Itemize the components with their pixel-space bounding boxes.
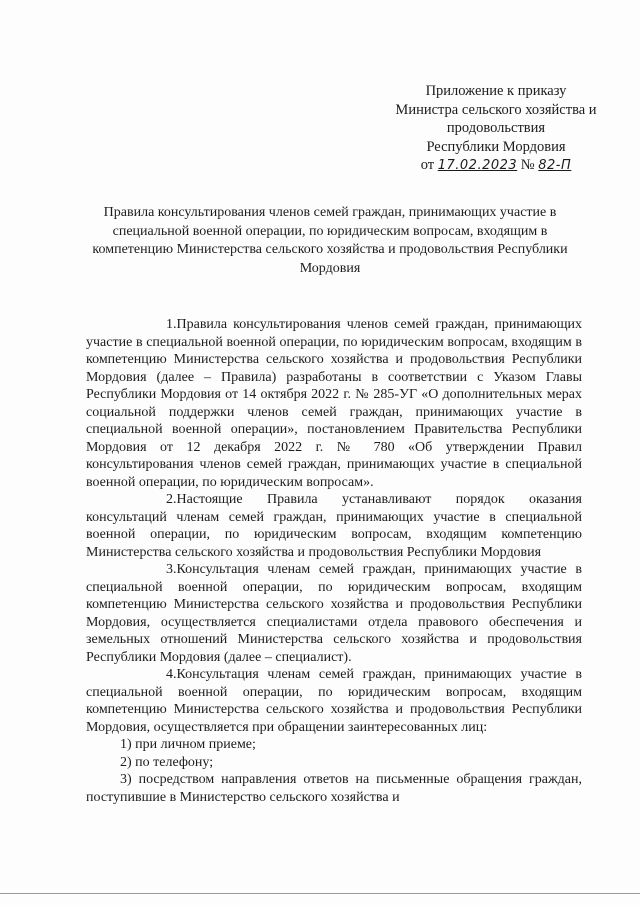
document-title: Правила консультирования членов семей граждан, принимающих участие в специальной военной операции, по юридическим вопросам, входящим в компетенцию Министерства сельского хозяйства и продовольствия Республики Мордовия bbox=[92, 205, 568, 276]
paragraph-4 bbox=[86, 666, 582, 736]
paragraph-text: Консультация членам семей граждан, принимающих участие в специальной военной операции, по юридическим вопросам, входящим компетенцию Министерства сельского хозяйства и продовольствия Республики Мордовия, осуществляется при обращении заинтересованных лиц: bbox=[86, 667, 582, 735]
paragraph-3 bbox=[86, 561, 582, 666]
appendix-line-4: Республики Мордовия bbox=[426, 138, 566, 155]
paragraph-text: Правила консультирования членов семей граждан, принимающих участие в специальной военной операции, по юридическим вопросам, входящим в компетенцию Министерства сельского хозяйства и продовольствия Республики Мордовия (далее – Правила) разработаны в соответствии с Указом Главы Республики Мордовия от 14 октября 2022 г. № 285-УГ «О дополнительных мерах социальной поддержки членов семей граждан, принимающих участие в специальной военной операции», постановлением Правительства Республики Мордовия от 12 декабря 2022 г. № 780 «Об утверждении Правил консультирования членов семей граждан, принимающих участие в специальной военной операции, по юридическим вопросам». bbox=[86, 317, 582, 490]
paragraph-number: 1. bbox=[166, 317, 177, 332]
list-item-3: 3) посредством направления ответов на письменные обращения граждан, поступившие в Министерство сельского хозяйства и bbox=[86, 772, 582, 805]
paragraph-1 bbox=[86, 316, 582, 491]
page-bottom-divider bbox=[0, 893, 640, 894]
paragraph-number: 2. bbox=[166, 492, 177, 507]
appendix-line-2: Министра сельского хозяйства и bbox=[395, 101, 597, 118]
paragraph-number: 3. bbox=[166, 562, 177, 577]
appendix-line-1: Приложение к приказу bbox=[425, 83, 567, 99]
paragraph-2 bbox=[86, 491, 582, 561]
handwritten-number: 82-П bbox=[538, 158, 572, 173]
paragraph-text: Консультация членам семей граждан, принимающих участие в специальной военной операции, по юридическим вопросам, входящим компетенцию Министерства сельского хозяйства и продовольствия Республики Мордовия, осуществляется специалистами отдела правового обеспечения и земельных отношений Министерства сельского хозяйства и продовольствия Республики Мордовия (далее – специалист). bbox=[86, 562, 582, 665]
date-prefix: от bbox=[420, 157, 435, 173]
handwritten-date: 17.02.2023 bbox=[437, 158, 518, 173]
paragraph-number: 4. bbox=[166, 667, 177, 682]
number-prefix: № bbox=[520, 157, 535, 173]
list-item-2: 2) по телефону; bbox=[120, 754, 214, 770]
list-item-1: 1) при личном приеме; bbox=[120, 737, 256, 752]
document-body bbox=[86, 316, 582, 806]
order-date-number bbox=[380, 156, 612, 176]
appendix-header bbox=[380, 82, 612, 176]
paragraph-text: Настоящие Правила устанавливают порядок оказания консультаций членам семей граждан, принимающих участие в специальной военной операции, по юридическим вопросам, входящим компетенцию Министерства сельского хозяйства и продовольствия Республики Мордовия bbox=[86, 492, 582, 560]
appendix-line-3: продовольствия bbox=[446, 120, 546, 136]
